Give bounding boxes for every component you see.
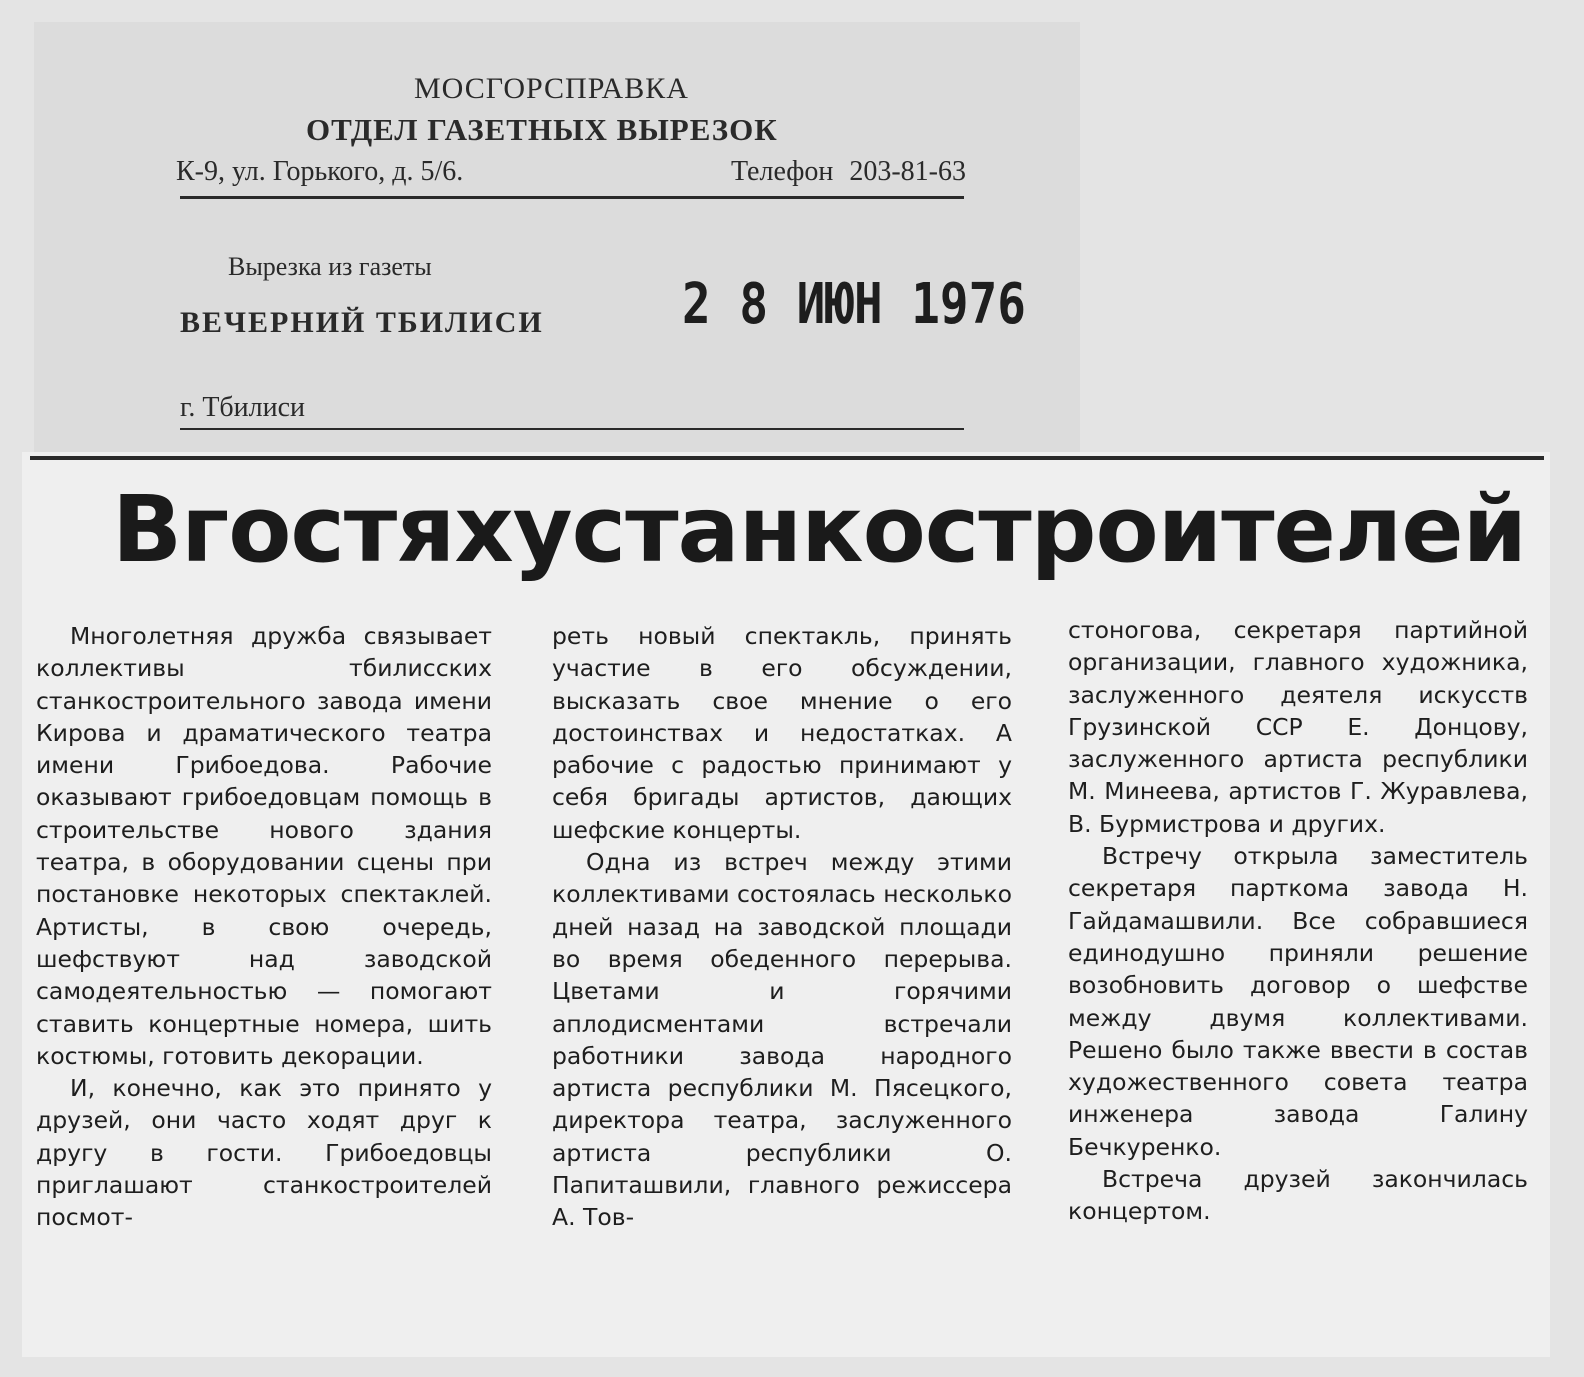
article-paragraph: стоногова, секретаря партийной организации, главного художника, заслуженного деятеля искусств Грузинской ССР Е. Донцову, заслуженного артиста республики М. Минеева, артистов Г. Журавлева, В. Бурмистрова и других. (1068, 616, 1528, 838)
article-column-2 (552, 620, 1012, 1234)
headline-word: гостях (181, 476, 513, 583)
address-underline (180, 196, 964, 199)
phone-label: Телефон (731, 156, 834, 187)
headline-word: у (512, 476, 572, 583)
phone (731, 156, 966, 188)
article-paragraph: реть новый спектакль, принять участие в его обсуждении, высказать свое мнение о его достоинствах и недостатках. А рабочие с радостью принимают у себя бригады артистов, дающих шефские концерты. (552, 622, 1012, 844)
city-name: г. Тбилиси (180, 392, 306, 423)
article-paragraph: Встреча друзей закончилась концертом. (1068, 1165, 1528, 1226)
address: К-9, ул. Горького, д. 5/6. (176, 156, 464, 187)
headline-word: В (112, 476, 182, 583)
article-paragraph: И, конечно, как это принято у друзей, они часто ходят друг к другу в гости. Грибоедовцы приглашают станкостроителей посмот- (36, 1074, 492, 1232)
article-headline (112, 476, 1527, 583)
newspaper-name: ВЕЧЕРНИЙ ТБИЛИСИ (180, 306, 544, 339)
article-paragraph: Встречу открыла заместитель секретаря парткома завода Н. Гайдамашвили. Все собравшиеся единодушно приняли решение возобновить договор о шефстве между двумя коллективами. Решено было также ввести в состав художественного совета театра инженера завода Галину Бечкуренко. (1068, 842, 1528, 1161)
article-paragraph: Одна из встреч между этими коллективами состоялась несколько дней назад на заводской площади во время обеденного перерыва. Цветами и горячими аплодисментами встречали работники завода народного артиста республики М. Пясецкого, директора театра, заслуженного артиста республики О. Папиташвили, главного режиссера А. Тов- (552, 848, 1012, 1232)
article-paragraph: Многолетняя дружба связывает коллективы тбилисских станкостроительного завода имени Кирова и драматического театра имени Грибоедова. Рабочие оказывают грибоедовцам помощь в строительстве нового здания театра, в оборудовании сцены при постановке некоторых спектаклей. Артисты, в свою очередь, шефствуют над заводской самодеятельностью — помогают ставить концертные номера, шить костюмы, готовить декорации. (36, 622, 492, 1070)
address-line (176, 156, 966, 188)
city-underline (180, 428, 964, 430)
phone-number: 203-81-63 (849, 156, 966, 187)
article-column-1 (36, 620, 492, 1234)
headline-word: станкостроителей (571, 476, 1527, 583)
article-column-3 (1068, 614, 1528, 1228)
agency-name: МОСГОРСПРАВКА (414, 72, 689, 105)
date-stamp: 2 8 ИЮН 1976 (682, 272, 1026, 337)
clipping-top-rule (30, 456, 1544, 460)
department-name: ОТДЕЛ ГАЗЕТНЫХ ВЫРЕЗОК (306, 112, 778, 147)
clipping-from-label: Вырезка из газеты (228, 252, 432, 281)
